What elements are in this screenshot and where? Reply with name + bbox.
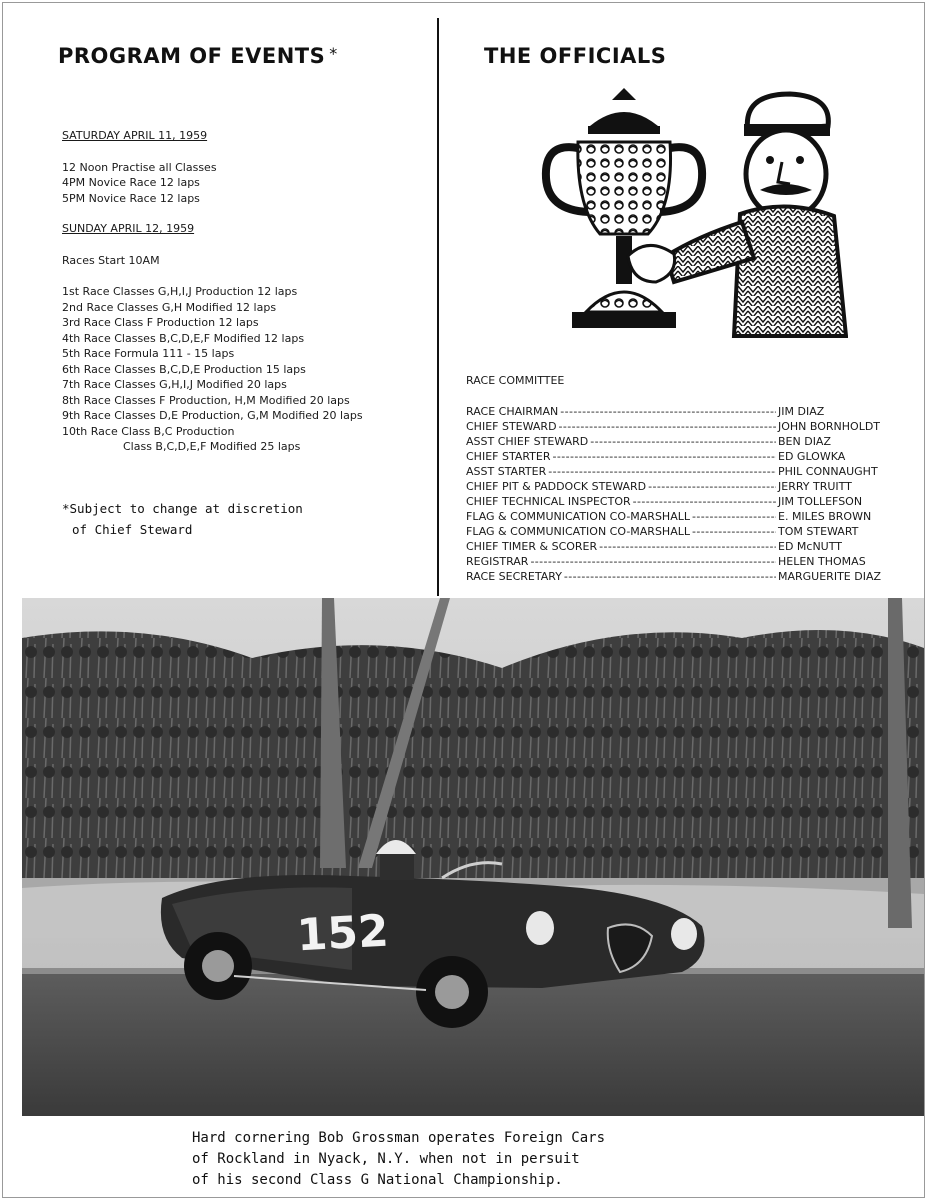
leader-dashes — [559, 419, 776, 434]
official-role: CHIEF STEWARD — [466, 420, 557, 433]
official-row — [466, 554, 906, 569]
official-name: MARGUERITE DIAZ — [778, 570, 882, 583]
official-name: TOM STEWART — [778, 525, 859, 538]
race-item: 2nd Race Classes G,H Modified 12 laps — [62, 300, 277, 314]
official-row — [466, 464, 906, 479]
race-item: 1st Race Classes G,H,I,J Production 12 laps — [62, 285, 298, 298]
committee-title: RACE COMMITTEE — [466, 374, 565, 387]
official-name: BEN DIAZ — [778, 435, 831, 448]
official-name: E. MILES BROWN — [778, 510, 872, 523]
official-role: CHIEF TECHNICAL INSPECTOR — [466, 495, 631, 508]
leader-dashes — [560, 404, 776, 419]
leader-dashes — [692, 509, 776, 524]
race-item-continuation: Class B,C,D,E,F Modified 25 laps — [123, 440, 301, 453]
trophy-illustration — [528, 86, 848, 338]
leader-dashes — [530, 554, 776, 569]
race-item: 10th Race Class B,C Production — [62, 424, 235, 438]
trophy-cup — [546, 88, 702, 328]
leader-dashes — [548, 464, 776, 479]
column-divider — [437, 18, 439, 596]
official-role: RACE SECRETARY — [466, 570, 562, 583]
official-row — [466, 569, 906, 584]
saturday-item: 4PM Novice Race 12 laps — [62, 176, 200, 189]
official-row — [466, 419, 906, 434]
official-role: FLAG & COMMUNICATION CO-MARSHALL — [466, 510, 690, 523]
caption-line: of his second Class G National Championship. — [192, 1172, 563, 1188]
race-committee — [466, 374, 906, 584]
official-role: ASST STARTER — [466, 465, 547, 478]
program-heading — [58, 44, 338, 68]
leader-dashes — [553, 449, 777, 464]
official-name: ED McNUTT — [778, 540, 842, 553]
official-name: JERRY TRUITT — [778, 480, 852, 493]
official-row — [466, 449, 906, 464]
saturday-date: SATURDAY APRIL 11, 1959 — [62, 129, 208, 142]
official-name: ED GLOWKA — [778, 450, 846, 463]
race-item: 3rd Race Class F Production 12 laps — [62, 316, 259, 329]
saturday-item: 5PM Novice Race 12 laps — [62, 191, 200, 205]
race-item: 5th Race Formula 111 - 15 laps — [62, 347, 235, 360]
race-car-photo-scene — [22, 598, 924, 1116]
race-item: 7th Race Classes G,H,I,J Modified 20 laps — [62, 378, 287, 391]
official-row — [466, 479, 906, 494]
photo-caption — [192, 1128, 892, 1191]
car-number: 152 — [295, 905, 390, 962]
official-name: PHIL CONNAUGHT — [778, 465, 878, 478]
program-of-events — [62, 128, 432, 455]
race-item: 8th Race Classes F Production, H,M Modified 20 laps — [62, 393, 350, 407]
leader-dashes — [564, 569, 776, 584]
official-role: REGISTRAR — [466, 555, 529, 568]
official-row — [466, 539, 906, 554]
official-role: CHIEF PIT & PADDOCK STEWARD — [466, 480, 647, 493]
race-item: 9th Race Classes D,E Production, G,M Modified 20 laps — [62, 409, 363, 422]
official-role: RACE CHAIRMAN — [466, 405, 559, 418]
official-row — [466, 524, 906, 539]
race-car-photo — [22, 598, 924, 1116]
official-role: FLAG & COMMUNICATION CO-MARSHALL — [466, 525, 690, 538]
caption-line: Hard cornering Bob Grossman operates Foreign Cars — [192, 1130, 606, 1146]
caption-line: of Rockland in Nyack, N.Y. when not in persuit — [192, 1151, 580, 1167]
official-name: JOHN BORNHOLDT — [778, 420, 881, 433]
races-start: Races Start 10AM — [62, 253, 160, 267]
official-role: CHIEF STARTER — [466, 450, 551, 463]
leader-dashes — [633, 494, 776, 509]
official-role: CHIEF TIMER & SCORER — [466, 540, 598, 553]
schedule-note — [62, 498, 303, 540]
official-row — [466, 509, 906, 524]
leader-dashes — [590, 434, 776, 449]
note-line: of Chief Steward — [72, 522, 193, 537]
race-item: 4th Race Classes B,C,D,E,F Modified 12 laps — [62, 331, 305, 345]
race-item: 6th Race Classes B,C,D,E Production 15 laps — [62, 362, 306, 376]
note-line: *Subject to change at discretion — [62, 501, 303, 516]
saturday-item: 12 Noon Practise all Classes — [62, 160, 217, 174]
program-heading-text: PROGRAM OF EVENTS — [58, 44, 326, 68]
officials-heading: THE OFFICIALS — [484, 44, 667, 68]
leader-dashes — [692, 524, 776, 539]
official-row — [466, 404, 906, 419]
official-name: JIM TOLLEFSON — [778, 495, 863, 508]
sunday-date: SUNDAY APRIL 12, 1959 — [62, 222, 195, 235]
official-name: JIM DIAZ — [778, 405, 825, 418]
official-name: HELEN THOMAS — [778, 555, 866, 568]
official-row — [466, 494, 906, 509]
program-heading-asterisk: * — [329, 44, 338, 63]
official-row — [466, 434, 906, 449]
official-role: ASST CHIEF STEWARD — [466, 435, 589, 448]
leader-dashes — [599, 539, 776, 554]
leader-dashes — [648, 479, 776, 494]
forest-hill — [22, 630, 924, 898]
